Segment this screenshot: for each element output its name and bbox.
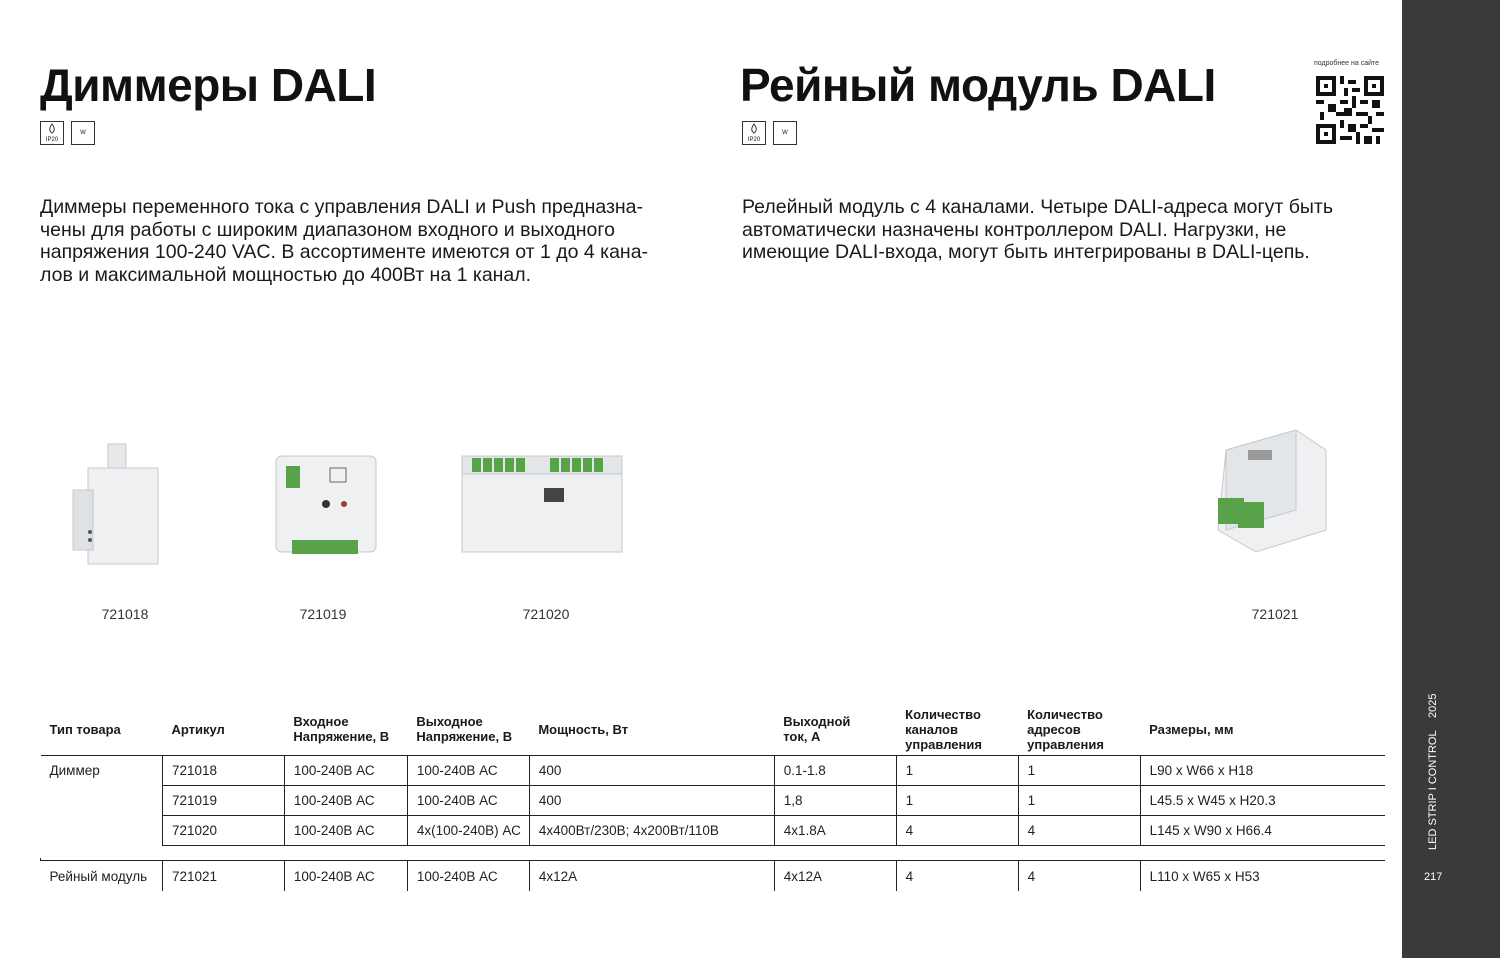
spacer-cell bbox=[41, 846, 1386, 859]
sidebar-year: 2025 bbox=[1427, 693, 1439, 719]
table-cell: 4x12A bbox=[774, 861, 896, 892]
header-line: каналов bbox=[905, 721, 958, 737]
header-line: Размеры, мм bbox=[1149, 721, 1234, 737]
header-line: адресов bbox=[1027, 721, 1081, 737]
header-line: Напряжение, В bbox=[293, 729, 390, 744]
product-sku: 721018 bbox=[101, 606, 149, 622]
table-cell: L145 x W90 x H66.4 bbox=[1140, 816, 1385, 846]
product-image-721018 bbox=[68, 440, 163, 570]
right-title: Рейный модуль DALI bbox=[740, 59, 1216, 111]
ip20-icon: IP20 bbox=[742, 121, 766, 145]
table-cell: 4х400Вт/230В; 4х200Вт/110В bbox=[529, 816, 774, 846]
product-image-721019 bbox=[270, 452, 382, 560]
table-cell: 100-240В АС bbox=[284, 861, 407, 892]
header-line: Артикул bbox=[171, 721, 225, 737]
header-line: Количество bbox=[905, 706, 981, 722]
table-spacer bbox=[41, 846, 1386, 859]
table-cell: 4x12A bbox=[529, 861, 774, 892]
table-header-cell bbox=[896, 703, 1018, 756]
table-row bbox=[41, 816, 1386, 846]
table-row bbox=[41, 861, 1386, 892]
header-line: Мощность, Вт bbox=[538, 721, 629, 737]
table-cell: L45.5 x W45 x H20.3 bbox=[1140, 786, 1385, 816]
ip20-label: IP20 bbox=[45, 137, 59, 143]
table-cell: 4 bbox=[1018, 861, 1140, 892]
product-image-721020 bbox=[458, 452, 628, 560]
header-line: управления bbox=[1027, 736, 1104, 752]
header-line: Выходное bbox=[416, 714, 483, 729]
table-header-cell bbox=[284, 703, 407, 756]
table-cell bbox=[41, 786, 163, 816]
left-title: Диммеры DALI bbox=[40, 59, 377, 111]
product-sku: 721019 bbox=[299, 606, 347, 622]
table-cell bbox=[41, 816, 163, 846]
table-cell: 1 bbox=[896, 786, 1018, 816]
table-cell: 100-240В АС bbox=[284, 816, 407, 846]
table-cell: 1 bbox=[1018, 786, 1140, 816]
w-badge: W bbox=[71, 121, 95, 145]
table-cell: 100-240В АС bbox=[284, 786, 407, 816]
table-cell: 721019 bbox=[162, 786, 284, 816]
product-image-721021 bbox=[1196, 420, 1336, 560]
ip20-icon bbox=[40, 121, 64, 145]
right-description: Релейный модуль с 4 каналами. Четыре DALI-адреса могут быть автоматически назначены контроллером DALI. Нагрузки, не имеющие DALI-входа, могут быть интегрированы в DALI-цепь. bbox=[742, 196, 1333, 263]
table-cell: 1 bbox=[896, 756, 1018, 786]
table-cell: 1 bbox=[1018, 756, 1140, 786]
table-cell: L90 x W66 x H18 bbox=[1140, 756, 1385, 786]
sidebar bbox=[1402, 0, 1500, 958]
table-cell: Рейный модуль bbox=[49, 868, 148, 884]
header-line: Входное bbox=[293, 714, 349, 729]
left-description: Диммеры переменного тока с управления DALI и Push предназна- чены для работы с широким диапазоном входного и выходного напряжения 100-240 VAC. В ассортименте имеются от 1 до 4 кана- лов и максимальной мощностью до 400Вт на 1 канал. bbox=[40, 196, 649, 286]
header-line: Количество bbox=[1027, 706, 1103, 722]
spec-table bbox=[40, 703, 1385, 891]
table-cell: 1,8 bbox=[774, 786, 896, 816]
header-line: Тип товара bbox=[49, 721, 121, 737]
w-badge: W bbox=[773, 121, 797, 145]
table-cell: 4х(100-240В) АС bbox=[407, 816, 529, 846]
sidebar-section: LED STRIP I CONTROL bbox=[1427, 730, 1439, 850]
table-cell: 4x1.8A bbox=[774, 816, 896, 846]
table-cell: 4 bbox=[896, 816, 1018, 846]
sidebar-vertical-text bbox=[1424, 690, 1442, 850]
table-cell: L110 x W65 x H53 bbox=[1140, 861, 1385, 892]
table-cell: 721020 bbox=[162, 816, 284, 846]
qr-caption: подробнее на сайте bbox=[1314, 60, 1380, 67]
qr-code-icon[interactable] bbox=[1316, 76, 1384, 144]
table-cell: 100-240В АС bbox=[407, 861, 529, 892]
table-cell: 100-240В АС bbox=[407, 756, 529, 786]
table-cell: 4 bbox=[896, 861, 1018, 892]
table-cell: 721021 bbox=[162, 861, 284, 892]
product-sku: 721021 bbox=[1251, 606, 1299, 622]
table-cell: 100-240В АС bbox=[407, 786, 529, 816]
header-line: Выходной bbox=[783, 714, 851, 729]
table-cell: Диммер bbox=[49, 763, 100, 779]
table-header-cell bbox=[774, 703, 896, 756]
product-sku: 721020 bbox=[522, 606, 570, 622]
header-line: Напряжение, В bbox=[416, 729, 513, 744]
table-cell: 100-240В АС bbox=[284, 756, 407, 786]
table-row bbox=[41, 786, 1386, 816]
page-number: 217 bbox=[1424, 871, 1443, 883]
table-cell: 0.1-1.8 bbox=[774, 756, 896, 786]
table-cell: 721018 bbox=[162, 756, 284, 786]
table-header-cell bbox=[1140, 703, 1385, 756]
table-header-cell bbox=[41, 703, 163, 756]
table-row bbox=[41, 756, 1386, 786]
table-header-cell bbox=[1018, 703, 1140, 756]
table-header-row bbox=[41, 703, 1386, 756]
table-cell: 4 bbox=[1018, 816, 1140, 846]
drop-icon bbox=[743, 122, 765, 136]
header-line: управления bbox=[905, 736, 982, 752]
table-header-cell bbox=[407, 703, 529, 756]
table-cell: 400 bbox=[529, 786, 774, 816]
drop-icon bbox=[41, 122, 63, 136]
header-line: ток, А bbox=[783, 729, 821, 744]
table-cell: 400 bbox=[529, 756, 774, 786]
table-header-cell bbox=[162, 703, 284, 756]
table-header-cell bbox=[529, 703, 774, 756]
